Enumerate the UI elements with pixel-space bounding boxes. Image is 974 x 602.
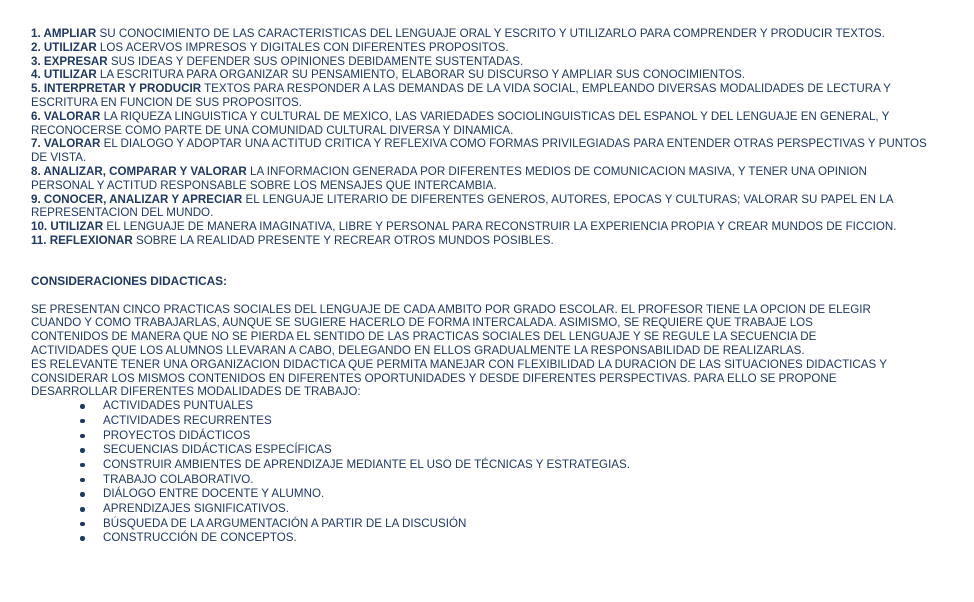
list-item	[31, 502, 931, 517]
objective-item	[31, 165, 931, 193]
list-item-text: APRENDIZAJES SIGNIFICATIVOS.	[103, 502, 289, 516]
list-item	[31, 414, 931, 429]
objective-item	[31, 137, 931, 165]
objective-text: EL LENGUAJE DE MANERA IMAGINATIVA, LIBRE Y PERSONAL PARA RECONSTRUIR LA EXPERIENCIA PROPIA Y CREAR MUNDOS DE FICCION.	[103, 220, 897, 234]
list-item-text: BÚSQUEDA DE LA ARGUMENTACIÓN A PARTIR DE LA DISCUSIÓN	[103, 516, 467, 530]
list-item	[31, 487, 931, 502]
objective-verb: 1. AMPLIAR	[31, 27, 97, 40]
list-item-text: CONSTRUCCIÓN DE CONCEPTOS.	[103, 531, 297, 545]
objective-item	[31, 193, 931, 221]
objective-text: LA INFORMACION GENERADA POR DIFERENTES MEDIOS DE COMUNICACION MASIVA, Y TENER UNA OPINION PERSONAL Y ACTITUD RESPONSABLE SOBRE LOS MENSAJES QUE INTERCAMBIA.	[31, 164, 867, 192]
objective-item	[31, 110, 931, 138]
bullet-icon	[80, 463, 85, 468]
bullet-icon	[80, 492, 85, 497]
objective-text: EL LENGUAJE LITERARIO DE DIFERENTES GENEROS, AUTORES, EPOCAS Y CULTURAS; VALORAR SU PAPEL EN LA REPRESENTACION DEL MUNDO.	[31, 192, 893, 220]
bullet-icon	[80, 448, 85, 453]
list-item	[31, 517, 931, 532]
bullet-icon	[80, 434, 85, 439]
bullet-icon	[80, 419, 85, 424]
work-modalities-list	[31, 399, 931, 546]
objective-text: LA RIQUEZA LINGUISTICA Y CULTURAL DE MEXICO, LAS VARIEDADES SOCIOLINGUISTICAS DEL ESPANOL Y DEL LENGUAJE EN GENERAL, Y RECONOCERSE COMO PARTE DE UNA COMUNIDAD CULTURAL DIVERSA Y DINAMICA.	[31, 109, 890, 137]
objective-item	[31, 41, 931, 55]
objective-text: LOS ACERVOS IMPRESOS Y DIGITALES CON DIFERENTES PROPOSITOS.	[96, 40, 509, 54]
paragraph: ES RELEVANTE TENER UNA ORGANIZACION DIDACTICA QUE PERMITA MANEJAR CON FLEXIBILIDAD LA DURACION DE LAS SITUACIONES DIDACTICAS Y CONSIDERAR LOS MISMOS CONTENIDOS EN DIFERENTES OPORTUNIDADES Y DESDE DIFERENTES PERSPECTIVAS. PARA ELLO SE PROPONE DESARROLLAR DIFERENTES MODALIDADES DE TRABAJO:	[31, 357, 887, 399]
bullet-icon	[80, 478, 85, 483]
bullet-icon	[80, 507, 85, 512]
objective-item	[31, 27, 931, 41]
list-item-text: DIÁLOGO ENTRE DOCENTE Y ALUMNO.	[103, 487, 325, 501]
paragraph: SE PRESENTAN CINCO PRACTICAS SOCIALES DEL LENGUAJE DE CADA AMBITO POR GRADO ESCOLAR. EL PROFESOR TIENE LA OPCION DE ELEGIR CUANDO Y COMO TRABAJARLAS, AUNQUE SE SUGIERE HACERLO DE FORMA INTERCALADA. ASIMISMO, SE REQUIERE QUE TRABAJE LOS CONTENIDOS DE MANERA QUE NO SE PIERDA EL SENTIDO DE LAS PRACTICAS SOCIALES DEL LENGUAJE Y SE REGULE LA SECUENCIA DE ACTIVIDADES QUE LOS ALUMNOS LLEVARAN A CABO, DELEGANDO EN ELLOS GRADUALMENTE LA RESPONSABILIDAD DE REALIZARLAS.	[31, 302, 871, 357]
list-item-text: ACTIVIDADES PUNTUALES	[103, 399, 254, 413]
list-item	[31, 473, 931, 488]
list-item	[31, 458, 931, 473]
objective-verb: 8. ANALIZAR, COMPARAR Y VALORAR	[31, 164, 247, 178]
objective-text: SOBRE LA REALIDAD PRESENTE Y RECREAR OTROS MUNDOS POSIBLES.	[132, 233, 554, 247]
list-item	[31, 399, 931, 414]
objective-verb: 6. VALORAR	[31, 109, 101, 123]
list-item	[31, 531, 931, 546]
objective-text: EL DIALOGO Y ADOPTAR UNA ACTITUD CRITICA Y REFLEXIVA COMO FORMAS PRIVILEGIADAS PARA ENTENDER OTRAS PERSPECTIVAS Y PUNTOS DE VISTA.	[31, 137, 927, 165]
objective-verb: 7. VALORAR	[31, 137, 101, 151]
objective-verb: 11. REFLEXIONAR	[31, 233, 133, 247]
objective-text: TEXTOS PARA RESPONDER A LAS DEMANDAS DE LA VIDA SOCIAL, EMPLEANDO DIVERSAS MODALIDADES DE LECTURA Y ESCRITURA EN FUNCION DE SUS PROPOSITOS.	[31, 82, 891, 109]
objective-item	[31, 55, 931, 69]
objective-text: SU CONOCIMIENTO DE LAS CARACTERISTICAS DEL LENGUAJE ORAL Y ESCRITO Y UTILIZARLO PARA COMPRENDER Y PRODUCIR TEXTOS.	[96, 27, 885, 40]
bullet-icon	[80, 522, 85, 527]
bullet-icon	[80, 536, 85, 541]
bullet-icon	[80, 404, 85, 409]
objective-item	[31, 82, 931, 110]
list-item-text: SECUENCIAS DIDÁCTICAS ESPECÍFICAS	[103, 443, 332, 457]
objective-text: LA ESCRITURA PARA ORGANIZAR SU PENSAMIENTO, ELABORAR SU DISCURSO Y AMPLIAR SUS CONOCIMIENTOS.	[96, 68, 746, 82]
objective-text: SUS IDEAS Y DEFENDER SUS OPINIONES DEBIDAMENTE SUSTENTADAS.	[107, 54, 524, 68]
objective-verb: 9. CONOCER, ANALIZAR Y APRECIAR	[31, 192, 243, 206]
document-page	[31, 27, 931, 546]
objective-verb: 3. EXPRESAR	[31, 54, 108, 68]
objectives-list	[31, 27, 931, 248]
list-item-text: PROYECTOS DIDÁCTICOS	[103, 428, 251, 442]
objective-item	[31, 68, 931, 82]
list-item-text: TRABAJO COLABORATIVO.	[103, 472, 254, 486]
list-item-text: ACTIVIDADES RECURRENTES	[103, 413, 272, 427]
objective-item	[31, 220, 931, 234]
objective-verb: 5. INTERPRETAR Y PRODUCIR	[31, 82, 202, 96]
objective-verb: 4. UTILIZAR	[31, 68, 97, 82]
objective-verb: 2. UTILIZAR	[31, 40, 97, 54]
list-item	[31, 443, 931, 458]
list-item-text: CONSTRUIR AMBIENTES DE APRENDIZAJE MEDIANTE EL USO DE TÉCNICAS Y ESTRATEGIAS.	[103, 457, 630, 471]
list-item	[31, 429, 931, 444]
section-title: CONSIDERACIONES DIDACTICAS:	[31, 273, 227, 288]
objective-item	[31, 234, 931, 248]
objective-verb: 10. UTILIZAR	[31, 220, 104, 234]
